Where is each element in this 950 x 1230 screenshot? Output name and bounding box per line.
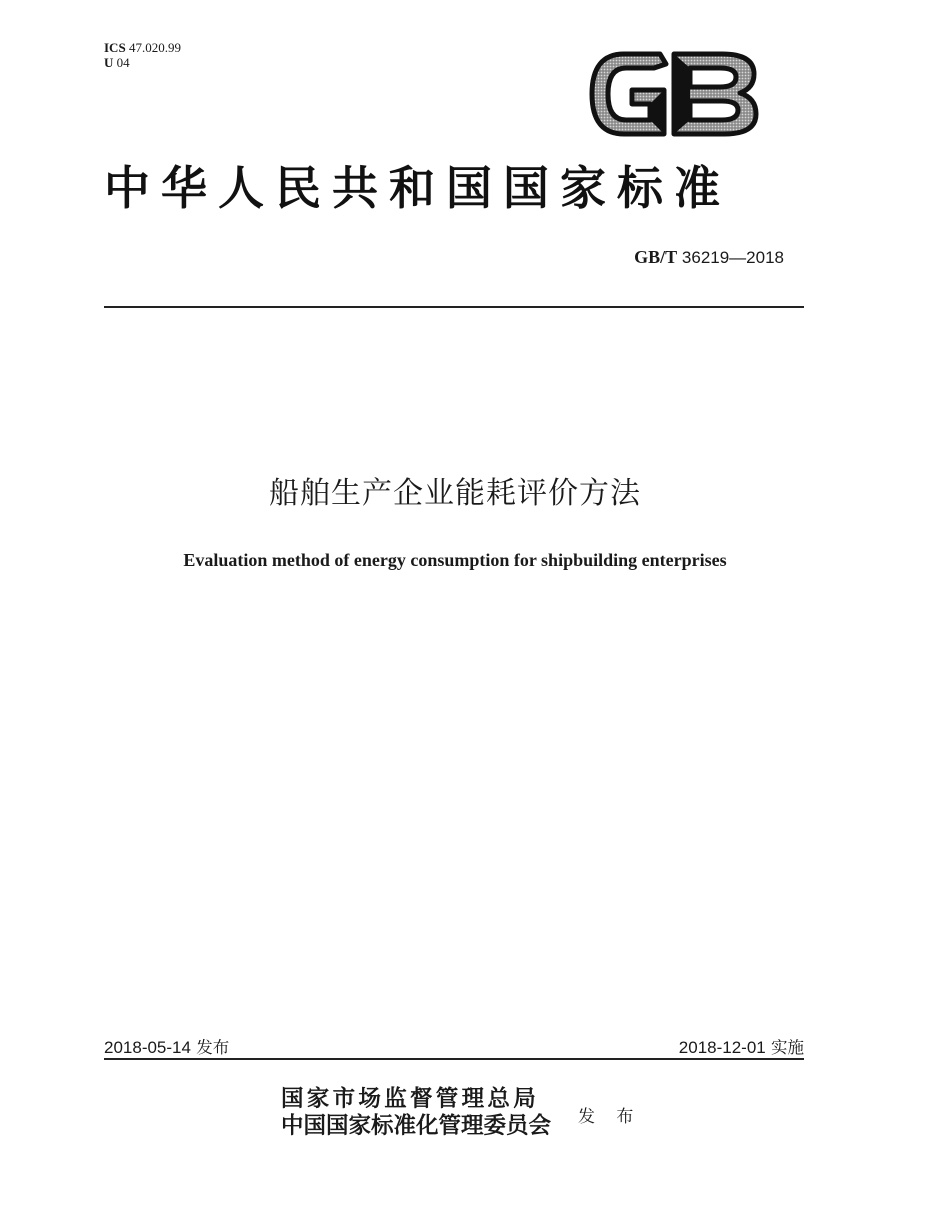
issuer-sac: 中国国家标准化管理委员会 (281, 1113, 552, 1139)
document-title-chinese: 船舶生产企业能耗评价方法 (269, 476, 641, 511)
standard-serial: 36219—2018 (681, 248, 784, 267)
standard-number (634, 247, 784, 268)
ics-code: 47.020.99 (128, 40, 181, 55)
gb-logo-icon (588, 50, 760, 138)
top-divider (104, 306, 804, 308)
issuing-authorities (281, 1086, 551, 1140)
ccs-label: U (104, 55, 114, 70)
implementation-date-label: 实施 (771, 1038, 804, 1057)
issue-date-value: 2018-05-14 (104, 1038, 191, 1057)
issue-date-label: 发布 (196, 1038, 230, 1057)
issuer-samr: 国家市场监督管理总局 (281, 1086, 540, 1112)
publish-label: 发 布 (578, 1107, 642, 1127)
implementation-date (679, 1034, 804, 1058)
ics-line (104, 40, 181, 55)
standard-code: GB/T (634, 247, 678, 267)
ccs-code: 04 (116, 55, 130, 70)
implementation-date-value: 2018-12-01 (678, 1038, 766, 1057)
ccs-line (104, 55, 181, 70)
classification-codes (104, 40, 181, 70)
issue-date (104, 1034, 229, 1058)
ics-label: ICS (104, 40, 126, 55)
national-standard-heading: 中华人民共和国国家标准 (104, 161, 731, 215)
bottom-divider (104, 1058, 804, 1060)
document-title-english: Evaluation method of energy consumption for shipbuilding enterprises (183, 550, 727, 570)
